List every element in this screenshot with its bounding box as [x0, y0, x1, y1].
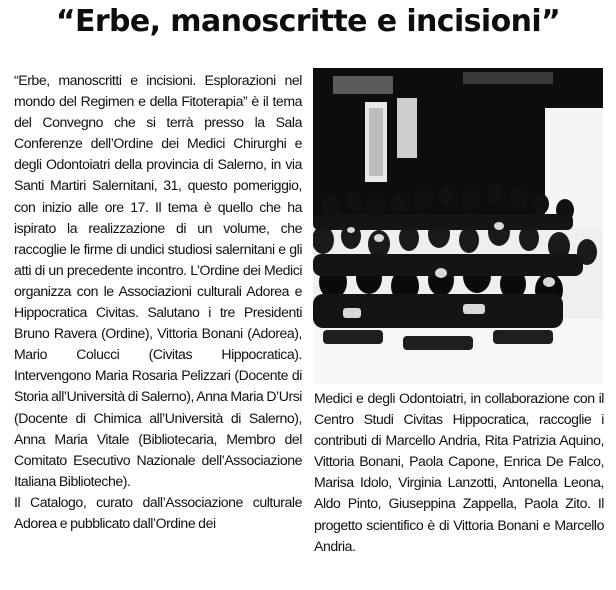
photo-back-window: [397, 98, 417, 158]
conference-audience-photo: [313, 68, 603, 384]
headline: “Erbe, manoscritte e incisioni”: [55, 4, 561, 39]
photo-ceiling-light-2: [463, 72, 553, 84]
article-paragraph-2: Il Catalogo, curato dall’Associazione culturale Adorea e pubblicato dall’Ordine dei: [14, 493, 302, 531]
photo-back-door-frame: [369, 108, 383, 176]
article-paragraph-3: Medici e degli Odontoiatri, in collaborazione con il Centro Studi Civitas Hippocratica, raccoglie i contributi di Marcello Andria, Rita Patrizia Aquino, Vittoria Bonani, Paola Capone, Enrica De Falco, Marisa Idolo, Virginia Lanzotti, Antonella Leona, Aldo Pinto, Giuseppina Zappella, Paola Zito. Il progetto scientifico è di Vittoria Bonani e Marcello Andria.: [314, 390, 604, 554]
photo-ceiling-light: [333, 76, 393, 94]
article-paragraph-1: “Erbe, manoscritti e incisioni. Esplorazioni nel mondo del Regimen e della Fitoterapia” è il tema del Convegno che si terrà presso la Sala Conferenze dell’Ordine dei Medici Chirurghi e degli Odontoiatri della provincia di Salerno, in via Santi Martiri Salernitani, 31, questo pomeriggio, con inizio alle ore 17. Il tema è quello che ha ispirato la realizzazione di un volume, che raccoglie le firme di undici studiosi salernitani e gli atti di un precedente incontro. L’Ordine dei Medici organizza con le Associazioni culturali Adorea e Hippocratica Civitas. Salutano i tre Presidenti Bruno Ravera (Ordine), Vittoria Bonani (Adorea), Mario Colucci (Civitas Hippocratica). Intervengono Maria Rosaria Pelizzari (Docente di Storia all’Università di Salerno), Anna Maria D’Ursi (Docente di Chimica all’Università di Salerno), Anna Maria Vitale (Bibliotecaria, Membro del Comitato Esecutivo Nazionale dell’Associazione Italiana Biblioteche).: [14, 72, 302, 489]
article-right-column: [314, 388, 604, 557]
article-left-column: [14, 70, 302, 534]
